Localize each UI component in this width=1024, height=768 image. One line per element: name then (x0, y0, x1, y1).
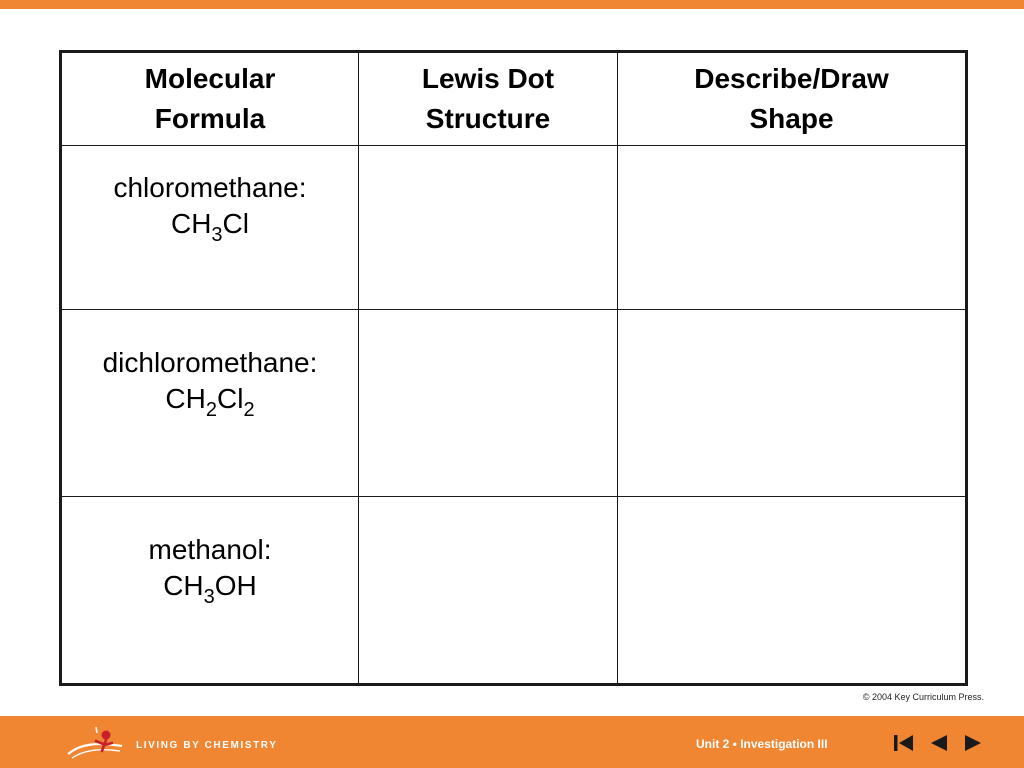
formula-cell (61, 146, 359, 310)
header-row (61, 52, 967, 146)
formula-cell (61, 497, 359, 685)
compound-name: dichloromethane: (102, 347, 318, 378)
lewis-structure-answer-cell[interactable] (359, 310, 618, 497)
next-slide-icon[interactable] (962, 734, 984, 752)
footer-bar (0, 716, 1024, 768)
copyright-notice: © 2004 Key Curriculum Press. (862, 692, 984, 702)
compound-name: chloromethane: (113, 171, 307, 203)
molecular-formula: $CH_2Cl_2$ (165, 383, 255, 421)
header-describe-draw-shape: Describe/Draw Shape (618, 52, 967, 146)
lewis-structure-answer-cell[interactable] (359, 497, 618, 685)
unit-investigation-label: Unit 2 • Investigation III (696, 737, 828, 751)
compound-name: methanol: (148, 534, 272, 565)
molecular-formula: $CH_3OH$ (163, 570, 257, 608)
shape-answer-cell[interactable] (618, 146, 967, 310)
table-row (61, 310, 967, 497)
shape-answer-cell[interactable] (618, 310, 967, 497)
formula-cell (61, 310, 359, 497)
living-by-chemistry-logo-icon (66, 724, 124, 760)
table-row (61, 497, 967, 685)
table-row (61, 146, 967, 310)
previous-slide-icon[interactable] (928, 734, 950, 752)
first-slide-icon[interactable] (893, 734, 915, 752)
molecular-formula: $CH_3Cl$ (170, 207, 249, 246)
header-lewis-dot-structure: Lewis Dot Structure (359, 52, 618, 146)
brand-name: LIVING BY CHEMISTRY (136, 740, 278, 751)
molecule-worksheet-table (59, 50, 968, 686)
top-accent-bar (0, 0, 1024, 9)
shape-answer-cell[interactable] (618, 497, 967, 685)
lewis-structure-answer-cell[interactable] (359, 146, 618, 310)
header-molecular-formula: Molecular Formula (61, 52, 359, 146)
